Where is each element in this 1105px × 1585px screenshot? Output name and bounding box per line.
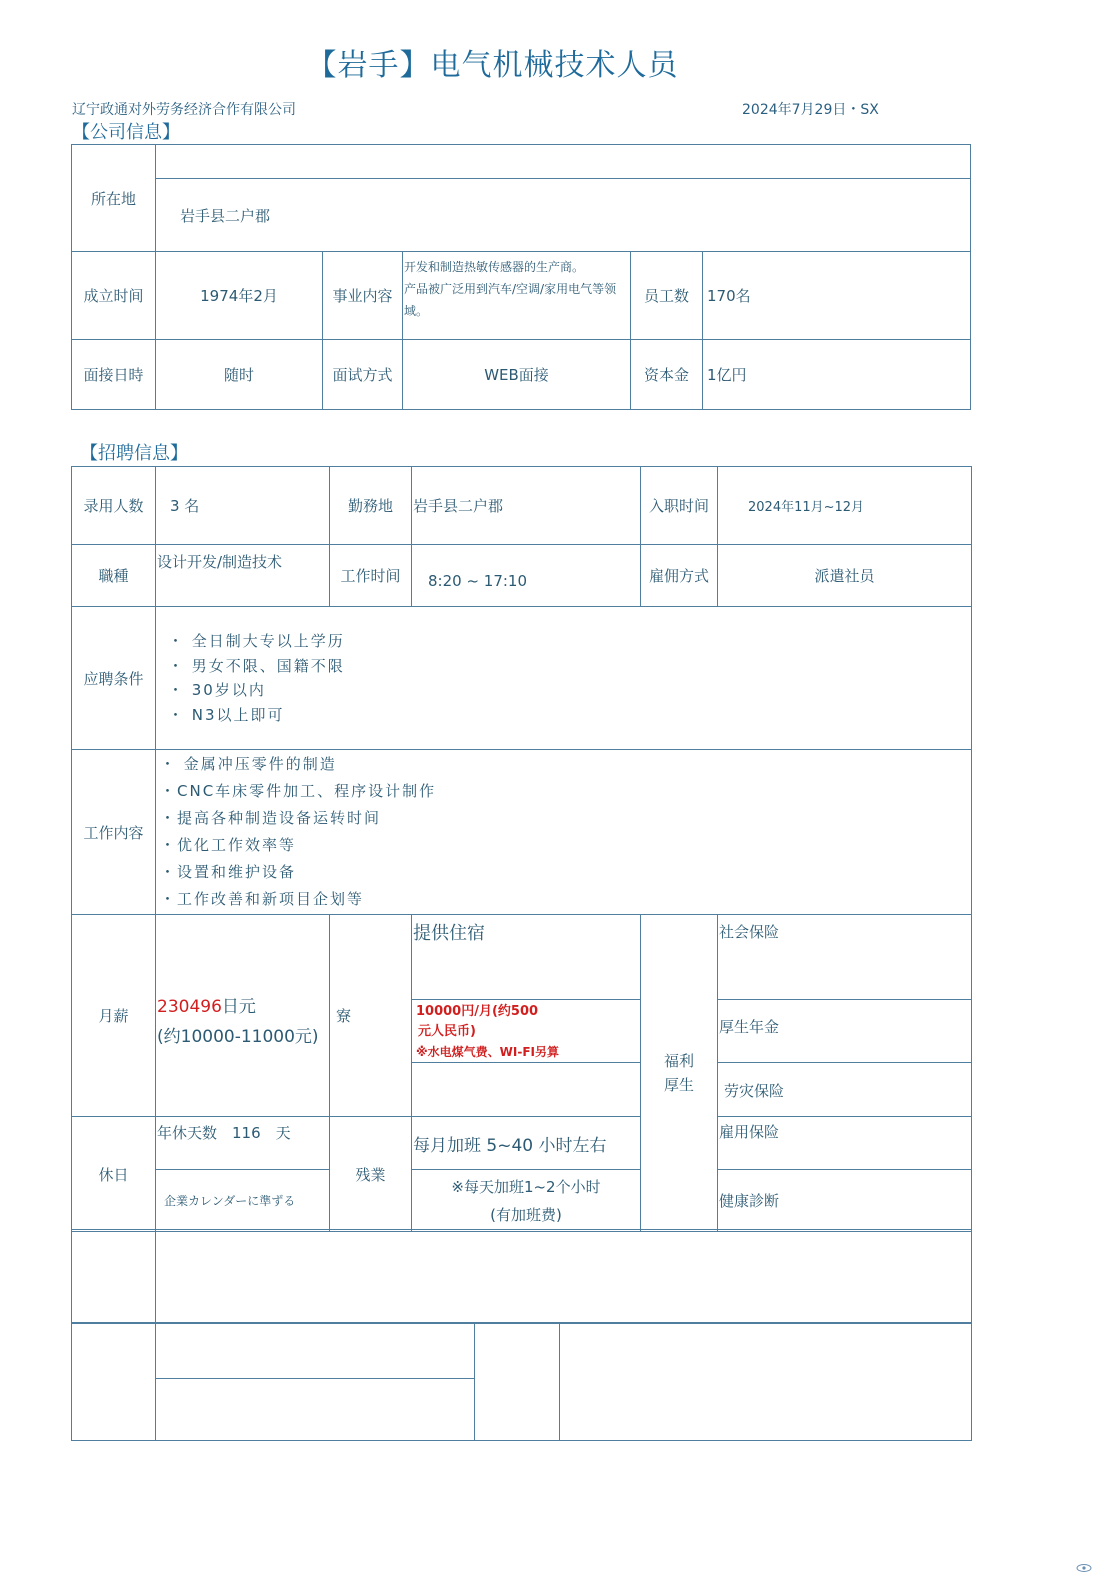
benefit-item: 劳灾保险 bbox=[718, 1063, 972, 1117]
benefit-item: 厚生年金 bbox=[718, 1000, 972, 1063]
overtime-monthly: 每月加班 5~40 小时左右 bbox=[412, 1117, 641, 1170]
requirements-list bbox=[156, 607, 972, 750]
employment-value: 派遣社员 bbox=[718, 545, 972, 607]
requirement-item: ・ 30岁以内 bbox=[168, 681, 266, 699]
blank-table-2 bbox=[71, 1322, 972, 1441]
dorm-blank bbox=[412, 1063, 641, 1117]
company-section-heading: 【公司信息】 bbox=[72, 122, 180, 143]
dorm-label: 寮 bbox=[330, 915, 412, 1117]
salary-label: 月薪 bbox=[72, 915, 156, 1117]
requirements-label: 应聘条件 bbox=[72, 607, 156, 750]
salary-rmb: (约10000-11000元) bbox=[157, 1027, 319, 1047]
overtime-label: 残業 bbox=[330, 1117, 412, 1232]
document-date: 2024年7月29日・SX bbox=[742, 102, 879, 118]
duty-item: ・ 金属冲压零件的制造 bbox=[160, 755, 337, 773]
start-value: 2024年11月~12月 bbox=[718, 467, 972, 545]
holidays-label: 休日 bbox=[72, 1117, 156, 1232]
dorm-fee-line-2: 元人民币) bbox=[418, 1024, 476, 1039]
company-info-table bbox=[71, 144, 971, 410]
employees-label: 员工数 bbox=[631, 252, 703, 340]
duty-item: ・优化工作效率等 bbox=[160, 836, 297, 854]
benefits-label: 福利 厚生 bbox=[641, 915, 718, 1232]
requirement-item: ・ 全日制大专以上学历 bbox=[168, 632, 345, 650]
employment-label: 雇佣方式 bbox=[641, 545, 718, 607]
dorm-fee-cell bbox=[412, 1000, 641, 1063]
blank-cell bbox=[156, 1323, 475, 1379]
duties-label: 工作内容 bbox=[72, 750, 156, 915]
overtime-paid: (有加班费) bbox=[490, 1205, 562, 1224]
duty-item: ・设置和维护设备 bbox=[160, 863, 297, 881]
recruit-info-table bbox=[71, 466, 972, 915]
salary-unit: 日元 bbox=[221, 997, 256, 1017]
interview-method-label: 面试方式 bbox=[323, 340, 403, 410]
company-name: 辽宁政通对外劳务经济合作有限公司 bbox=[72, 102, 296, 118]
employees-value: 170名 bbox=[703, 252, 971, 340]
business-line-1: 开发和制造热敏传感器的生产商。 bbox=[404, 260, 585, 274]
business-description bbox=[403, 252, 631, 340]
job-type-value: 设计开发/制造技术 bbox=[156, 545, 330, 607]
workplace-label: 勤務地 bbox=[330, 467, 412, 545]
requirement-item: ・ N3以上即可 bbox=[168, 705, 285, 724]
founded-value: 1974年2月 bbox=[156, 252, 323, 340]
work-hours-value: 8:20 ~ 17:10 bbox=[412, 545, 641, 607]
duty-item: ・工作改善和新项目企划等 bbox=[160, 890, 365, 908]
blank-cell bbox=[475, 1323, 560, 1441]
dorm-fee-line-1: 10000円/月(约500 bbox=[416, 1004, 539, 1019]
duties-list bbox=[156, 750, 972, 915]
salary-cell bbox=[156, 915, 330, 1117]
annual-holidays: 年休天数 116 天 bbox=[156, 1117, 330, 1170]
hires-label: 录用人数 bbox=[72, 467, 156, 545]
business-label: 事业内容 bbox=[323, 252, 403, 340]
location-value: 岩手县二户郡 bbox=[156, 179, 971, 252]
blank-table-1 bbox=[71, 1229, 972, 1324]
page-title: 【岩手】电气机械技术人员 bbox=[306, 48, 679, 83]
location-top-blank bbox=[156, 145, 971, 179]
founded-label: 成立时间 bbox=[72, 252, 156, 340]
watermark-eye-icon bbox=[1075, 1563, 1093, 1573]
salary-amount-line bbox=[157, 992, 325, 1017]
capital-value: 1亿円 bbox=[703, 340, 971, 410]
duty-item: ・提高各种制造设备运转时间 bbox=[160, 809, 382, 827]
capital-label: 资本金 bbox=[631, 340, 703, 410]
benefit-item: 健康診断 bbox=[718, 1170, 972, 1232]
interview-date-value: 随时 bbox=[156, 340, 323, 410]
recruit-section-heading: 【招聘信息】 bbox=[80, 443, 188, 464]
benefit-item: 社会保险 bbox=[718, 915, 972, 1000]
overtime-daily: ※每天加班1~2个小时 bbox=[451, 1177, 601, 1196]
dorm-fee-note: ※水电煤气费、WI-FI另算 bbox=[416, 1045, 560, 1059]
overtime-daily-cell bbox=[412, 1170, 641, 1232]
holiday-calendar: 企業カレンダーに準ずる bbox=[156, 1170, 330, 1232]
hires-value: 3 名 bbox=[156, 467, 330, 545]
interview-method-value: WEB面接 bbox=[403, 340, 631, 410]
job-type-label: 職種 bbox=[72, 545, 156, 607]
work-hours-label: 工作时间 bbox=[330, 545, 412, 607]
blank-cell bbox=[560, 1323, 972, 1441]
location-label: 所在地 bbox=[72, 145, 156, 252]
blank-cell bbox=[156, 1230, 972, 1324]
blank-cell bbox=[156, 1379, 475, 1441]
business-line-2: 产品被广泛用到汽车/空调/家用电气等领域。 bbox=[404, 282, 617, 318]
duty-item: ・CNC车床零件加工、程序设计制作 bbox=[160, 782, 437, 800]
start-label: 入职时间 bbox=[641, 467, 718, 545]
salary-amount: 230496 bbox=[157, 997, 222, 1017]
benefit-item: 雇用保险 bbox=[718, 1117, 972, 1170]
blank-cell bbox=[72, 1230, 156, 1324]
salary-benefits-table bbox=[71, 914, 972, 1232]
blank-cell bbox=[72, 1323, 156, 1441]
dorm-provided: 提供住宿 bbox=[412, 915, 641, 1000]
interview-date-label: 面接日時 bbox=[72, 340, 156, 410]
workplace-value: 岩手县二户郡 bbox=[412, 467, 641, 545]
requirement-item: ・ 男女不限、国籍不限 bbox=[168, 656, 345, 675]
